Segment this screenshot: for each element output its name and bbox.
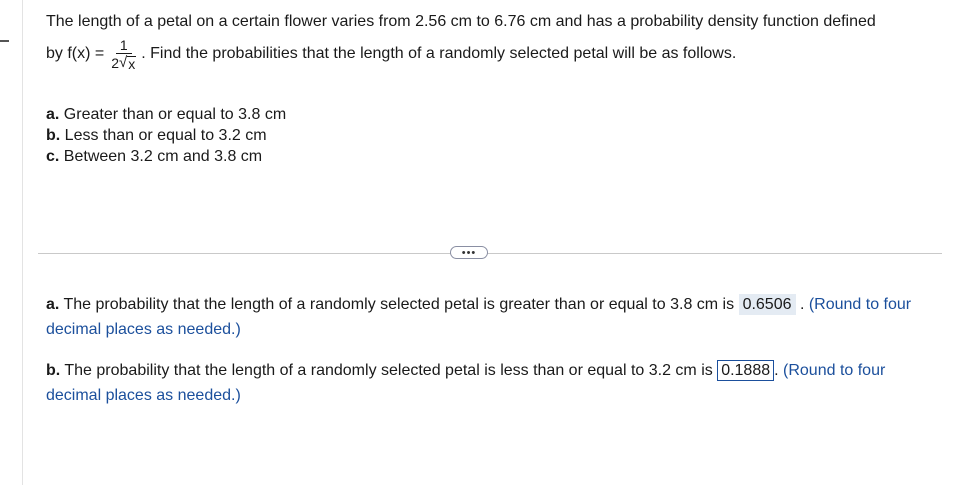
answer-b-input[interactable]: 0.1888 [717, 360, 774, 381]
part-text: Between 3.2 cm and 3.8 cm [63, 148, 263, 165]
part-item [46, 125, 286, 146]
part-label: a. [46, 106, 60, 123]
question-prompt [46, 12, 946, 71]
question-line-1: The length of a petal on a certain flower varies from 2.56 cm to 6.76 cm and has a probability density function defined [46, 13, 876, 30]
answer-b [46, 358, 941, 408]
answer-text: The probability that the length of a randomly selected petal is less than or equal to 3.2 cm is [60, 362, 718, 379]
part-item [46, 104, 286, 125]
answer-suffix: . [774, 362, 784, 379]
part-item [46, 146, 286, 167]
answer-text: The probability that the length of a randomly selected petal is greater than or equal to 3.8 cm is [59, 296, 739, 313]
denominator-coefficient: 2 [111, 55, 120, 71]
square-root-icon: √ [119, 54, 128, 71]
rounding-hint: (Round to four decimal places as needed.) [46, 296, 912, 338]
edge-marker [0, 40, 9, 42]
answer-label: b. [46, 362, 61, 379]
answer-suffix: . [795, 296, 809, 313]
answer-a-value[interactable]: 0.6506 [739, 294, 796, 315]
part-text: Less than or equal to 3.2 cm [64, 127, 267, 144]
rounding-hint: (Round to four decimal places as needed.) [46, 362, 886, 404]
answer-a [46, 292, 941, 342]
density-fraction [109, 37, 138, 71]
function-prefix: by f(x) = [46, 45, 105, 62]
section-divider [38, 253, 942, 254]
question-line-2 [46, 37, 946, 71]
part-label: b. [46, 127, 61, 144]
left-border-line [22, 0, 23, 485]
fraction-denominator [109, 54, 138, 71]
answer-label: a. [46, 296, 60, 313]
fraction-numerator: 1 [116, 37, 132, 54]
part-label: c. [46, 148, 60, 165]
expand-more-button[interactable]: ••• [450, 246, 488, 259]
radicand: x [128, 56, 136, 72]
part-text: Greater than or equal to 3.8 cm [63, 106, 287, 123]
question-parts-list [46, 104, 286, 167]
question-line-2-text: . Find the probabilities that the length of a randomly selected petal will be as follows. [141, 45, 737, 62]
